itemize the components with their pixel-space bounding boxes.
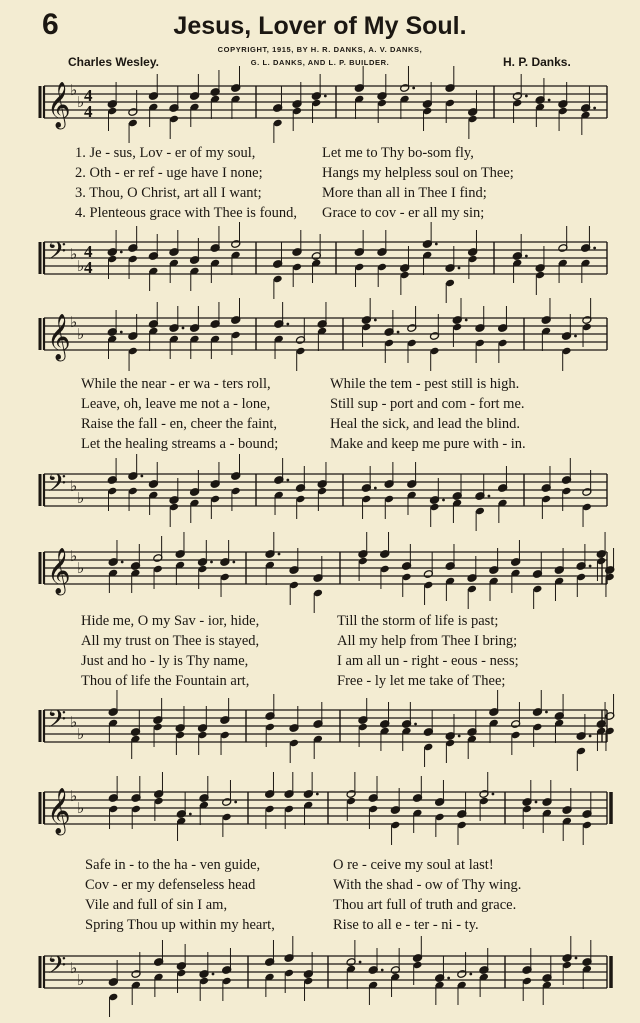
- time-signature-digit: 4: [84, 102, 93, 121]
- flat-sign: ♭: [70, 713, 78, 731]
- lyric-right: Rise to all e - ter - ni - ty.: [333, 917, 479, 933]
- dot: [374, 487, 377, 490]
- dot: [458, 735, 461, 738]
- dot: [575, 957, 578, 960]
- flat-sign: ♭: [70, 547, 78, 565]
- lyric-right: Grace to cov - er all my sin;: [322, 205, 485, 221]
- flat-sign: ♭: [77, 93, 85, 111]
- lyric-left: Safe in - to the ha - ven guide,: [85, 857, 261, 873]
- flat-sign: ♭: [77, 257, 85, 275]
- flat-sign: ♭: [70, 787, 78, 805]
- copyright-line-1: COPYRIGHT, 1915, BY H. R. DANKS, A. V. DANKS,: [217, 45, 423, 54]
- dot: [121, 561, 124, 564]
- bass-staff: [0, 228, 640, 288]
- dot: [435, 243, 438, 246]
- dot: [574, 335, 577, 338]
- dot: [324, 95, 327, 98]
- lyric-right: Heal the sick, and lead the blind.: [330, 416, 521, 432]
- bass-clef: 𝄢: [47, 705, 67, 740]
- lyric-left: All my trust on Thee is stayed,: [81, 633, 260, 649]
- dot: [182, 327, 185, 330]
- dot: [120, 331, 123, 334]
- treble-staff: [0, 538, 640, 610]
- dot: [278, 553, 281, 556]
- lyric-right: More than all in Thee I find;: [322, 185, 487, 201]
- bass-clef: 𝄢: [47, 469, 67, 504]
- flat-sign: ♭: [70, 245, 78, 263]
- flat-sign: ♭: [70, 81, 78, 99]
- dot: [414, 723, 417, 726]
- treble-staff: [0, 72, 640, 142]
- dot: [589, 735, 592, 738]
- dot: [359, 961, 362, 964]
- dot: [234, 801, 237, 804]
- flat-sign: ♭: [77, 799, 85, 817]
- dot: [286, 479, 289, 482]
- dot: [593, 107, 596, 110]
- lyric-left: 2. Oth - er ref - uge have I none;: [75, 165, 263, 181]
- lyric-right: O re - ceive my soul at last!: [333, 857, 494, 873]
- dot: [525, 95, 528, 98]
- author-credit: Charles Wesley.: [68, 55, 159, 69]
- dot: [286, 323, 289, 326]
- dot: [316, 793, 319, 796]
- treble-clef: 𝄞: [47, 314, 71, 360]
- hymn-number: 6: [42, 8, 59, 41]
- lyric-left: Leave, oh, leave me not a - lone,: [81, 396, 271, 412]
- dot: [120, 251, 123, 254]
- flat-sign: ♭: [70, 477, 78, 495]
- dot: [212, 973, 215, 976]
- lyric-left: Cov - er my defenseless head: [85, 877, 256, 893]
- treble-staff: [0, 778, 640, 848]
- bass-clef: 𝄢: [47, 951, 67, 986]
- hymn-title: Jesus, Lover of My Soul.: [173, 12, 467, 40]
- dot: [442, 499, 445, 502]
- time-signature-digit: 4: [84, 242, 93, 261]
- lyric-right: Till the storm of life is past;: [337, 613, 499, 629]
- lyric-left: Vile and full of sin I am,: [85, 897, 228, 913]
- lyric-right: With the shad - ow of Thy wing.: [333, 877, 522, 893]
- lyric-right: Let me to Thy bo-som fly,: [322, 145, 474, 161]
- lyric-right: Thou art full of truth and grace.: [333, 897, 517, 913]
- composer-credit: H. P. Danks.: [503, 55, 571, 69]
- flat-sign: ♭: [77, 559, 85, 577]
- flat-sign: ♭: [77, 325, 85, 343]
- lyric-left: Let the healing streams a - bound;: [81, 436, 279, 452]
- dot: [589, 565, 592, 568]
- lyric-right: While the tem - pest still is high.: [330, 376, 520, 392]
- dot: [548, 99, 551, 102]
- lyric-right: Free - ly let me take of Thee;: [337, 673, 506, 689]
- bass-staff: [0, 696, 640, 758]
- dot: [465, 319, 468, 322]
- dot: [525, 255, 528, 258]
- treble-staff: [0, 304, 640, 374]
- lyric-right: All my help from Thee I bring;: [337, 633, 518, 649]
- treble-clef: 𝄞: [47, 548, 71, 594]
- dot: [492, 793, 495, 796]
- dot: [374, 319, 377, 322]
- dot: [412, 87, 415, 90]
- time-signature-digit: 4: [84, 86, 93, 105]
- bass-staff: [0, 460, 640, 520]
- lyric-left: 1. Je - sus, Lov - er of my soul,: [75, 145, 256, 161]
- dot: [458, 267, 461, 270]
- flat-sign: ♭: [70, 959, 78, 977]
- lyric-right: Hangs my helpless soul on Thee;: [322, 165, 514, 181]
- treble-clef: 𝄞: [47, 788, 71, 834]
- dot: [189, 813, 192, 816]
- flat-sign: ♭: [77, 971, 85, 989]
- copyright-line-2: G. L. DANKS, AND L. P. BUILDER.: [250, 58, 390, 67]
- dot: [381, 969, 384, 972]
- lyric-left: Raise the fall - en, cheer the faint,: [81, 416, 278, 432]
- lyric-left: 3. Thou, O Christ, art all I want;: [75, 185, 262, 201]
- lyric-right: I am all un - right - eous - ness;: [337, 653, 519, 669]
- lyric-right: Make and keep me pure with - in.: [330, 436, 526, 452]
- lyric-left: While the near - er wa - ters roll,: [81, 376, 271, 392]
- treble-clef: 𝄞: [47, 82, 71, 128]
- dot: [469, 973, 472, 976]
- dot: [447, 977, 450, 980]
- dot: [397, 331, 400, 334]
- lyric-left: Just and ho - ly is Thy name,: [81, 653, 249, 669]
- lyric-left: Hide me, O my Sav - ior, hide,: [81, 613, 260, 629]
- dot: [140, 475, 143, 478]
- flat-sign: ♭: [77, 725, 85, 743]
- lyric-left: Thou of life the Fountain art,: [81, 673, 250, 689]
- time-signature-digit: 4: [84, 258, 93, 277]
- flat-sign: ♭: [70, 313, 78, 331]
- dot: [535, 801, 538, 804]
- dot: [232, 561, 235, 564]
- bass-staff: [0, 942, 640, 1004]
- lyric-left: Spring Thou up within my heart,: [85, 917, 275, 933]
- flat-sign: ♭: [77, 489, 85, 507]
- dot: [593, 247, 596, 250]
- bass-clef: 𝄢: [47, 237, 67, 272]
- lyric-right: Still sup - port and com - fort me.: [330, 396, 525, 412]
- dot: [488, 495, 491, 498]
- dot: [210, 561, 213, 564]
- dot: [545, 711, 548, 714]
- lyric-left: 4. Plenteous grace with Thee is found,: [75, 205, 298, 221]
